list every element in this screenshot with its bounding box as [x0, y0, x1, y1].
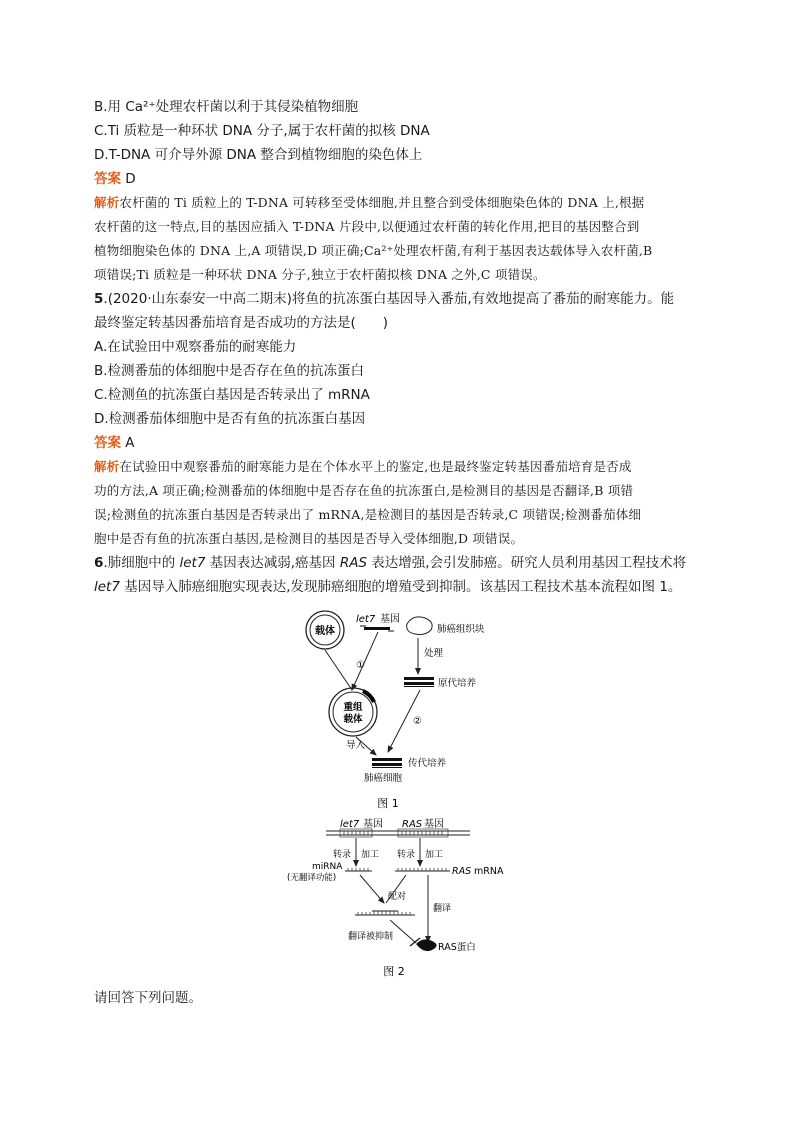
gene-name: let7: [340, 819, 360, 830]
q5-stem-text: .(2020·山东泰安一中高二期末)将鱼的抗冻蛋白基因导入番茄,有效地提高了番茄的耐寒能力。能: [103, 291, 675, 307]
cancer-cell-label: 肺癌细胞: [364, 773, 403, 784]
gene-name: RAS: [402, 819, 423, 830]
question-number: 6: [94, 555, 104, 571]
q5-option-b: B.检测番茄的体细胞中是否存在鱼的抗冻蛋白: [94, 363, 365, 379]
answer-label: 答案: [94, 171, 121, 187]
transcription-label: 转录: [397, 850, 416, 860]
answer-value: A: [125, 435, 135, 451]
gene-let7: let7: [179, 555, 206, 571]
q6-stem-part: 基因导入肺癌细胞实现表达,发现肺癌细胞的增殖受到抑制。该基因工程技术基本流程如图 1。: [119, 579, 682, 595]
gene-ras: RAS: [339, 555, 368, 571]
translation-label: 翻译: [433, 904, 452, 914]
closing-instruction: 请回答下列问题。: [94, 990, 202, 1006]
ras-protein-label: RAS蛋白: [438, 942, 476, 953]
q6-stem-part: 表达增强,会引发肺癌。研究人员利用基因工程技术将: [367, 555, 687, 571]
q4-explanation-line: 植物细胞染色体的 DNA 上,A 项错误,D 项正确;Ca²⁺处理农杆菌,有利于基因表达载体导入农杆菌,B: [94, 243, 653, 258]
pairing-label: 配对: [388, 892, 407, 902]
q5-option-c: C.检测鱼的抗冻蛋白基因是否转录出了 mRNA: [94, 387, 370, 403]
figure-2-caption: 图 2: [383, 965, 405, 978]
explanation-label: 解析: [94, 195, 120, 210]
q5-stem-line2: 最终鉴定转基因番茄培育是否成功的方法是( ): [94, 315, 389, 331]
let7-gene-fragment: [356, 612, 400, 631]
import-label: 导入: [346, 740, 366, 751]
vector-plasmid: [306, 611, 344, 649]
passage-culture-label: 传代培养: [408, 758, 447, 769]
explanation-text: 农杆菌的 Ti 质粒上的 T-DNA 可转移至受体细胞,并且整合到受体细胞染色体的 DNA 上,根据: [119, 195, 645, 210]
explanation-label: 解析: [94, 459, 120, 474]
figure-1: [306, 611, 485, 810]
tumor-tissue-block: [407, 617, 485, 635]
step-2-label: ②: [413, 716, 422, 727]
q5-explanation-line: 胞中是否有鱼的抗冻蛋白基因,是检测目的基因是否导入受体细胞,D 项错误。: [94, 531, 524, 546]
gene-name: let7: [356, 614, 376, 625]
ras-mrna-label: mRNA: [474, 866, 504, 877]
question-number: 5: [94, 291, 104, 307]
mirna-label: miRNA: [312, 862, 343, 872]
primary-culture-dish: [404, 677, 477, 689]
q4-explanation-line: 农杆菌的这一特点,目的基因应插入 T-DNA 片段中,以便通过农杆菌的转化作用,把目的基因整合到: [94, 219, 640, 234]
figure-2: [287, 817, 504, 978]
answer-label: 答案: [94, 435, 121, 451]
ras-protein: [416, 939, 476, 953]
mirna: [287, 862, 372, 883]
gene-suffix: 基因: [380, 614, 400, 625]
q4-option-d: D.T-DNA 可介导外源 DNA 整合到植物细胞的染色体上: [94, 147, 423, 163]
q5-option-a: A.在试验田中观察番茄的耐寒能力: [94, 339, 297, 355]
vector-label: 载体: [315, 626, 335, 637]
figure-1-caption: 图 1: [377, 797, 399, 810]
recombinant-label-2: 载体: [343, 714, 363, 725]
recombinant-label-1: 重组: [343, 702, 363, 713]
q5-option-d: D.检测番茄体细胞中是否有鱼的抗冻蛋白基因: [94, 411, 366, 427]
primary-culture-label: 原代培养: [438, 678, 477, 689]
q4-option-b: B.用 Ca²⁺处理农杆菌以利于其侵染植物细胞: [94, 99, 359, 115]
step-1-label: ①: [356, 660, 365, 671]
processing-label: 加工: [361, 850, 380, 860]
q4-option-c: C.Ti 质粒是一种环状 DNA 分子,属于农杆菌的拟核 DNA: [94, 123, 430, 139]
processing-label: 加工: [425, 850, 444, 860]
mirna-note: (无翻译功能): [287, 873, 337, 883]
gene-let7: let7: [94, 579, 120, 595]
answer-value: D: [125, 171, 136, 187]
process-label: 处理: [424, 648, 444, 659]
q5-explanation-line: 功的方法,A 项正确;检测番茄的体细胞中是否存在鱼的抗冻蛋白,是检测目的基因是否翻译,B 项错: [94, 483, 634, 498]
gene-suffix: 基因: [363, 819, 383, 830]
tissue-label: 肺癌组织块: [437, 624, 485, 635]
q6-stem-part: 基因表达减弱,癌基因: [205, 555, 340, 571]
recombinant-vector: [329, 688, 377, 736]
ras-mrna: [395, 866, 504, 877]
explanation-text: 在试验田中观察番茄的耐寒能力是在个体水平上的鉴定,也是最终鉴定转基因番茄培育是否成: [119, 459, 632, 474]
transcription-label: 转录: [333, 850, 352, 860]
q6-stem-part: .肺细胞中的: [103, 555, 180, 571]
inhibited-label: 翻译被抑制: [348, 932, 394, 942]
arrow-vector: [325, 650, 352, 690]
paired-complex: [355, 911, 415, 915]
ras-mrna-gene: RAS: [452, 866, 472, 877]
q5-explanation-line: 误;检测鱼的抗冻蛋白基因是否转录出了 mRNA,是检测目的基因是否转录,C 项错误;检测番茄体细: [94, 507, 642, 522]
q4-explanation-line: 项错误;Ti 质粒是一种环状 DNA 分子,独立于农杆菌拟核 DNA 之外,C 项错误。: [94, 267, 546, 282]
passage-culture-dish: [364, 757, 447, 784]
gene-suffix: 基因: [424, 819, 444, 830]
